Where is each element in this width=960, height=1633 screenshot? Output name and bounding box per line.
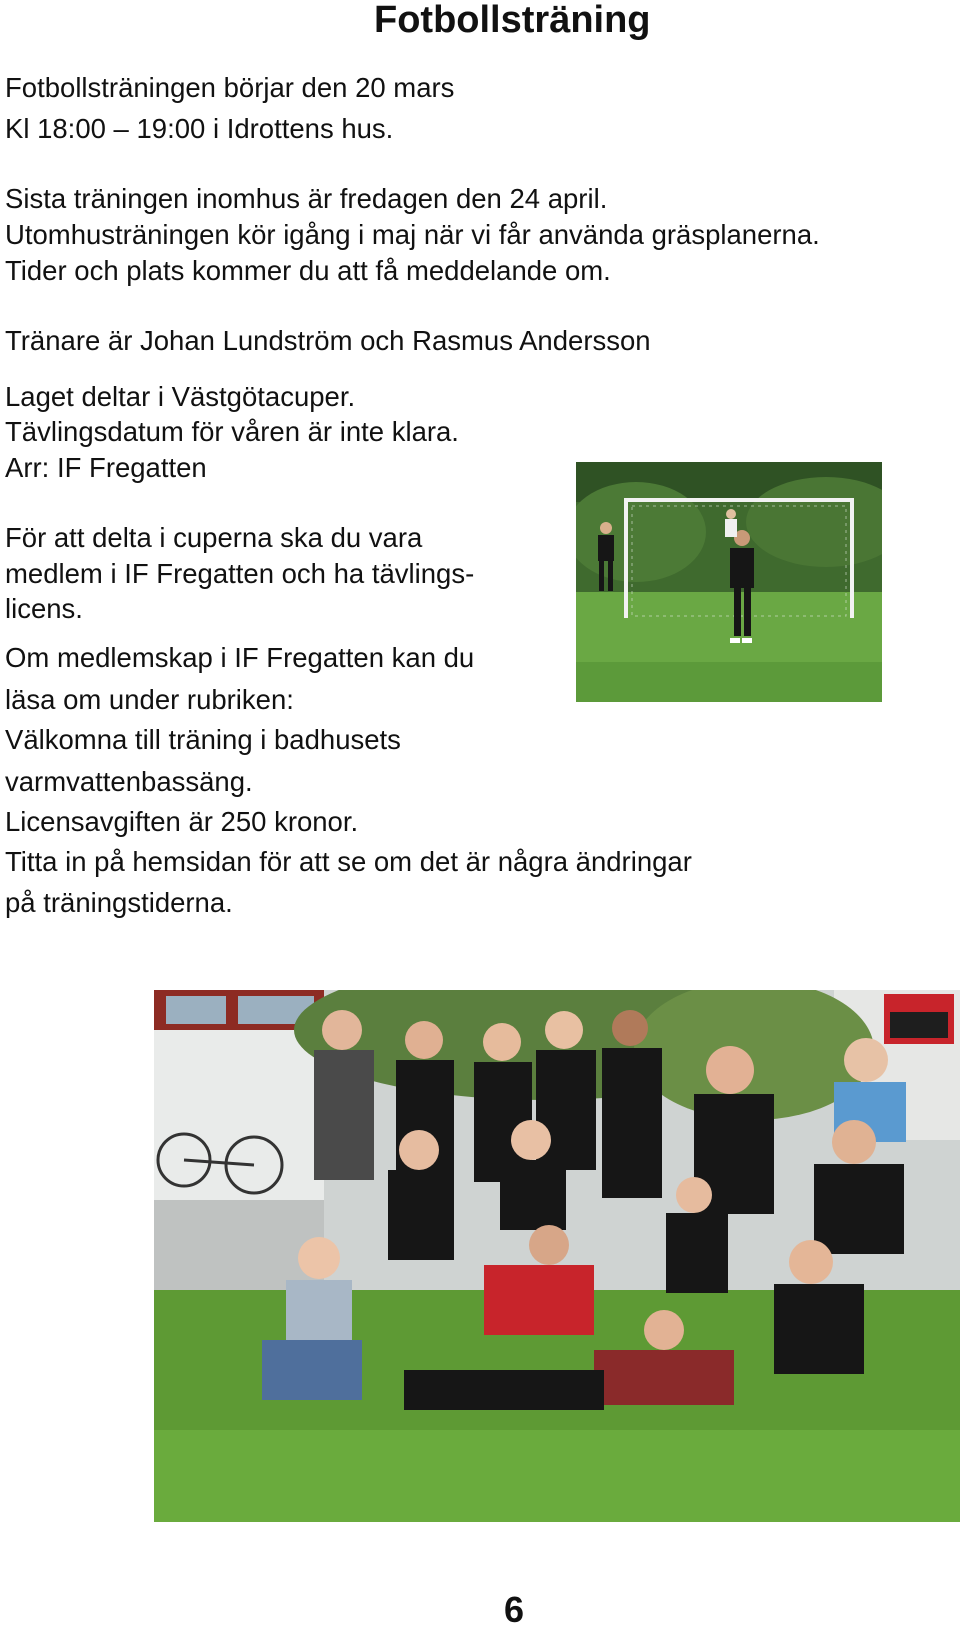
text-line-10: För att delta i cuperna ska du vara — [5, 522, 423, 553]
text-line-15: Välkomna till träning i badhusets — [5, 724, 401, 755]
text-line-13: Om medlemskap i IF Fregatten kan du — [5, 642, 475, 673]
text-line-1: Fotbollsträningen börjar den 20 mars — [5, 72, 455, 103]
text-line-17: Licensavgiften är 250 kronor. — [5, 806, 359, 837]
text-line-12: licens. — [5, 593, 83, 624]
goal-practice-photo — [576, 462, 882, 702]
text-line-2: Kl 18:00 – 19:00 i Idrottens hus. — [5, 113, 394, 144]
text-line-8: Tävlingsdatum för våren är inte klara. — [5, 416, 459, 447]
text-line-7: Laget deltar i Västgötacuper. — [5, 381, 356, 412]
text-line-18: Titta in på hemsidan för att se om det är några ändringar — [5, 846, 692, 877]
text-line-9: Arr: IF Fregatten — [5, 452, 207, 483]
text-line-16: varmvattenbassäng. — [5, 766, 253, 797]
text-line-14: läsa om under rubriken: — [5, 684, 294, 715]
text-line-6: Tränare är Johan Lundström och Rasmus Andersson — [5, 325, 651, 356]
page-number: 6 — [504, 1589, 525, 1630]
text-line-19: på träningstiderna. — [5, 887, 233, 918]
text-line-11: medlem i IF Fregatten och ha tävlings- — [5, 558, 475, 589]
team-group-photo — [154, 990, 960, 1522]
page-title: Fotbollsträning — [374, 0, 651, 41]
text-line-4: Utomhusträningen kör igång i maj när vi får använda gräsplanerna. — [5, 219, 820, 250]
text-line-3: Sista träningen inomhus är fredagen den 24 april. — [5, 183, 608, 214]
text-line-5: Tider och plats kommer du att få meddelande om. — [5, 255, 611, 286]
